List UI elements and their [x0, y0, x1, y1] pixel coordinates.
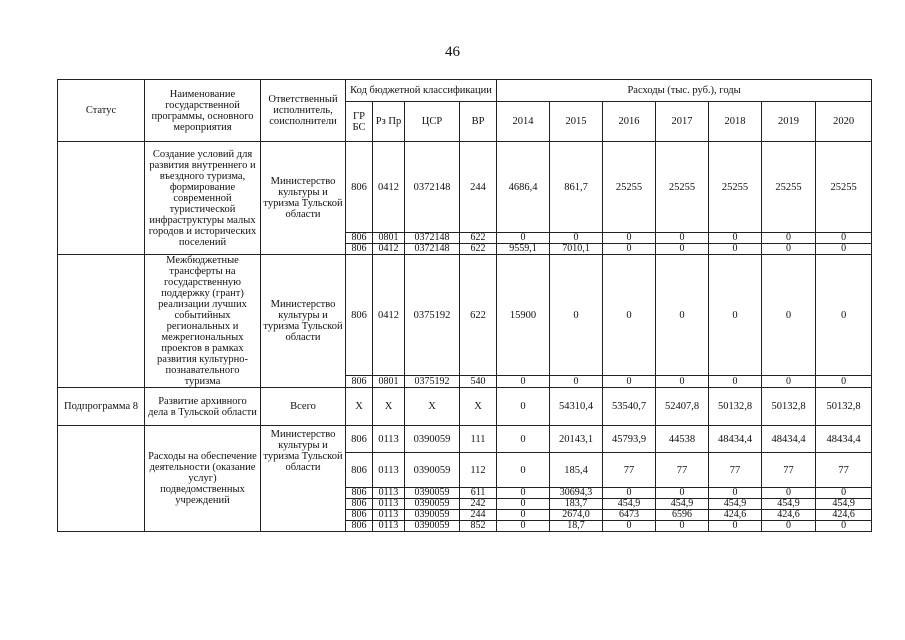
vr-cell: 111 — [460, 426, 497, 453]
value-cell: 0 — [709, 255, 762, 376]
vr-cell: 112 — [460, 453, 497, 488]
value-cell: 183,7 — [550, 499, 603, 510]
rzpr-cell: 0113 — [373, 488, 405, 499]
csr-cell: 0372148 — [405, 233, 460, 244]
csr-cell: 0390059 — [405, 499, 460, 510]
value-cell: 0 — [762, 521, 816, 532]
rzpr-cell: 0412 — [373, 255, 405, 376]
value-cell: 0 — [816, 521, 872, 532]
value-cell: 15900 — [497, 255, 550, 376]
value-cell: 0 — [656, 244, 709, 255]
value-cell: 0 — [816, 244, 872, 255]
header-year: 2018 — [709, 102, 762, 142]
value-cell: 48434,4 — [816, 426, 872, 453]
value-cell: 6596 — [656, 510, 709, 521]
measure-name: Расходы на обеспечение деятельности (оказание услуг) подведомственных учреждений — [145, 426, 261, 532]
grbs-cell: 806 — [346, 426, 373, 453]
grbs-cell: 806 — [346, 142, 373, 233]
grbs-cell: 806 — [346, 244, 373, 255]
value-cell: 0 — [709, 488, 762, 499]
value-cell: 52407,8 — [656, 388, 709, 426]
header-year: 2019 — [762, 102, 816, 142]
vr-cell: 244 — [460, 510, 497, 521]
vr-cell: 852 — [460, 521, 497, 532]
value-cell: 2674,0 — [550, 510, 603, 521]
vr-cell: 611 — [460, 488, 497, 499]
value-cell: 185,4 — [550, 453, 603, 488]
grbs-cell: 806 — [346, 488, 373, 499]
value-cell: 0 — [762, 376, 816, 388]
csr-cell: 0372148 — [405, 142, 460, 233]
csr-cell: 0375192 — [405, 255, 460, 376]
value-cell: 77 — [603, 453, 656, 488]
value-cell: 0 — [709, 521, 762, 532]
rzpr-cell: 0412 — [373, 244, 405, 255]
value-cell: 424,6 — [762, 510, 816, 521]
header-expenses: Расходы (тыс. руб.), годы — [497, 80, 872, 102]
header-program-name: Наименование государственной программы, основного мероприятия — [145, 80, 261, 142]
value-cell: 0 — [497, 388, 550, 426]
value-cell: 25255 — [603, 142, 656, 233]
value-cell: 77 — [656, 453, 709, 488]
value-cell: 0 — [709, 233, 762, 244]
value-cell: 424,6 — [816, 510, 872, 521]
rzpr-cell: 0113 — [373, 510, 405, 521]
value-cell: 48434,4 — [709, 426, 762, 453]
header-status: Статус — [58, 80, 145, 142]
value-cell: 25255 — [762, 142, 816, 233]
value-cell: 0 — [497, 453, 550, 488]
rzpr-cell: 0113 — [373, 499, 405, 510]
value-cell: 45793,9 — [603, 426, 656, 453]
value-cell: 0 — [656, 521, 709, 532]
measure-name: Развитие архивного дела в Тульской области — [145, 388, 261, 426]
value-cell: 0 — [762, 255, 816, 376]
rzpr-cell: 0412 — [373, 142, 405, 233]
grbs-cell: Х — [346, 388, 373, 426]
value-cell: 0 — [497, 510, 550, 521]
header-year: 2014 — [497, 102, 550, 142]
rzpr-cell: 0801 — [373, 233, 405, 244]
csr-cell: 0390059 — [405, 488, 460, 499]
value-cell: 77 — [816, 453, 872, 488]
header-year: 2020 — [816, 102, 872, 142]
value-cell: 861,7 — [550, 142, 603, 233]
executor-name: Министерство культуры и туризма Тульской области — [261, 142, 346, 255]
value-cell: 0 — [762, 488, 816, 499]
value-cell: 454,9 — [816, 499, 872, 510]
value-cell: 53540,7 — [603, 388, 656, 426]
header-vr: ВР — [460, 102, 497, 142]
grbs-cell: 806 — [346, 521, 373, 532]
grbs-cell: 806 — [346, 499, 373, 510]
value-cell: 7010,1 — [550, 244, 603, 255]
value-cell: 454,9 — [762, 499, 816, 510]
rzpr-cell: 0113 — [373, 453, 405, 488]
rzpr-cell: 0113 — [373, 426, 405, 453]
value-cell: 0 — [497, 233, 550, 244]
status-cell — [58, 142, 145, 255]
rzpr-cell: 0801 — [373, 376, 405, 388]
value-cell: 0 — [497, 499, 550, 510]
value-cell: 454,9 — [603, 499, 656, 510]
rzpr-cell: Х — [373, 388, 405, 426]
value-cell: 0 — [603, 488, 656, 499]
measure-name: Создание условий для развития внутреннего и въездного туризма, формирование современной туристической инфраструктуры малых городов и исторических поселений — [145, 142, 261, 255]
csr-cell: 0375192 — [405, 376, 460, 388]
value-cell: 6473 — [603, 510, 656, 521]
status-cell — [58, 426, 145, 532]
value-cell: 44538 — [656, 426, 709, 453]
vr-cell: 622 — [460, 233, 497, 244]
value-cell: 50132,8 — [709, 388, 762, 426]
grbs-cell: 806 — [346, 453, 373, 488]
value-cell: 0 — [709, 376, 762, 388]
table-row — [58, 426, 872, 453]
grbs-cell: 806 — [346, 376, 373, 388]
value-cell: 0 — [762, 233, 816, 244]
value-cell: 25255 — [709, 142, 762, 233]
csr-cell: 0372148 — [405, 244, 460, 255]
value-cell: 77 — [762, 453, 816, 488]
value-cell: 50132,8 — [816, 388, 872, 426]
value-cell: 0 — [603, 521, 656, 532]
value-cell: 25255 — [656, 142, 709, 233]
status-cell — [58, 255, 145, 388]
value-cell: 0 — [603, 376, 656, 388]
header-budget-code: Код бюджетной классификации — [346, 80, 497, 102]
executor-name: Министерство культуры и туризма Тульской области — [261, 426, 346, 532]
value-cell: 454,9 — [709, 499, 762, 510]
value-cell: 20143,1 — [550, 426, 603, 453]
vr-cell: 622 — [460, 244, 497, 255]
header-csr: ЦСР — [405, 102, 460, 142]
vr-cell: 244 — [460, 142, 497, 233]
value-cell: 0 — [816, 233, 872, 244]
header-year: 2016 — [603, 102, 656, 142]
executor-name: Министерство культуры и туризма Тульской области — [261, 255, 346, 388]
value-cell: 50132,8 — [762, 388, 816, 426]
header-rzpr: Рз Пр — [373, 102, 405, 142]
value-cell: 0 — [603, 233, 656, 244]
csr-cell: 0390059 — [405, 453, 460, 488]
value-cell: 54310,4 — [550, 388, 603, 426]
csr-cell: Х — [405, 388, 460, 426]
value-cell: 0 — [550, 376, 603, 388]
grbs-cell: 806 — [346, 255, 373, 376]
value-cell: 0 — [816, 488, 872, 499]
rzpr-cell: 0113 — [373, 521, 405, 532]
grbs-cell: 806 — [346, 510, 373, 521]
value-cell: 0 — [550, 255, 603, 376]
vr-cell: 622 — [460, 255, 497, 376]
executor-name: Всего — [261, 388, 346, 426]
value-cell: 0 — [497, 521, 550, 532]
value-cell: 0 — [656, 255, 709, 376]
value-cell: 0 — [816, 376, 872, 388]
value-cell: 424,6 — [709, 510, 762, 521]
csr-cell: 0390059 — [405, 510, 460, 521]
value-cell: 0 — [603, 244, 656, 255]
value-cell: 0 — [656, 376, 709, 388]
value-cell: 0 — [603, 255, 656, 376]
vr-cell: Х — [460, 388, 497, 426]
table-row — [58, 142, 872, 233]
table-row — [58, 388, 872, 426]
grbs-cell: 806 — [346, 233, 373, 244]
value-cell: 0 — [550, 233, 603, 244]
value-cell: 0 — [656, 233, 709, 244]
value-cell: 30694,3 — [550, 488, 603, 499]
budget-table — [57, 79, 872, 532]
value-cell: 0 — [497, 426, 550, 453]
value-cell: 9559,1 — [497, 244, 550, 255]
csr-cell: 0390059 — [405, 521, 460, 532]
value-cell: 0 — [762, 244, 816, 255]
vr-cell: 540 — [460, 376, 497, 388]
vr-cell: 242 — [460, 499, 497, 510]
table-row — [58, 255, 872, 376]
header-year: 2017 — [656, 102, 709, 142]
value-cell: 454,9 — [656, 499, 709, 510]
header-grbs: ГР БС — [346, 102, 373, 142]
value-cell: 18,7 — [550, 521, 603, 532]
value-cell: 0 — [816, 255, 872, 376]
value-cell: 25255 — [816, 142, 872, 233]
csr-cell: 0390059 — [405, 426, 460, 453]
value-cell: 48434,4 — [762, 426, 816, 453]
value-cell: 0 — [497, 488, 550, 499]
value-cell: 0 — [497, 376, 550, 388]
value-cell: 4686,4 — [497, 142, 550, 233]
page-number: 46 — [445, 44, 460, 60]
measure-name: Межбюджетные трансферты на государственную поддержку (грант) реализации лучших событийных региональных и межрегиональных проектов в рамках развития культурно-познавательного туризма — [145, 255, 261, 388]
value-cell: 0 — [656, 488, 709, 499]
status-cell: Подпрограмма 8 — [58, 388, 145, 426]
header-executor: Ответственный исполнитель, соисполнители — [261, 80, 346, 142]
header-year: 2015 — [550, 102, 603, 142]
value-cell: 0 — [709, 244, 762, 255]
value-cell: 77 — [709, 453, 762, 488]
